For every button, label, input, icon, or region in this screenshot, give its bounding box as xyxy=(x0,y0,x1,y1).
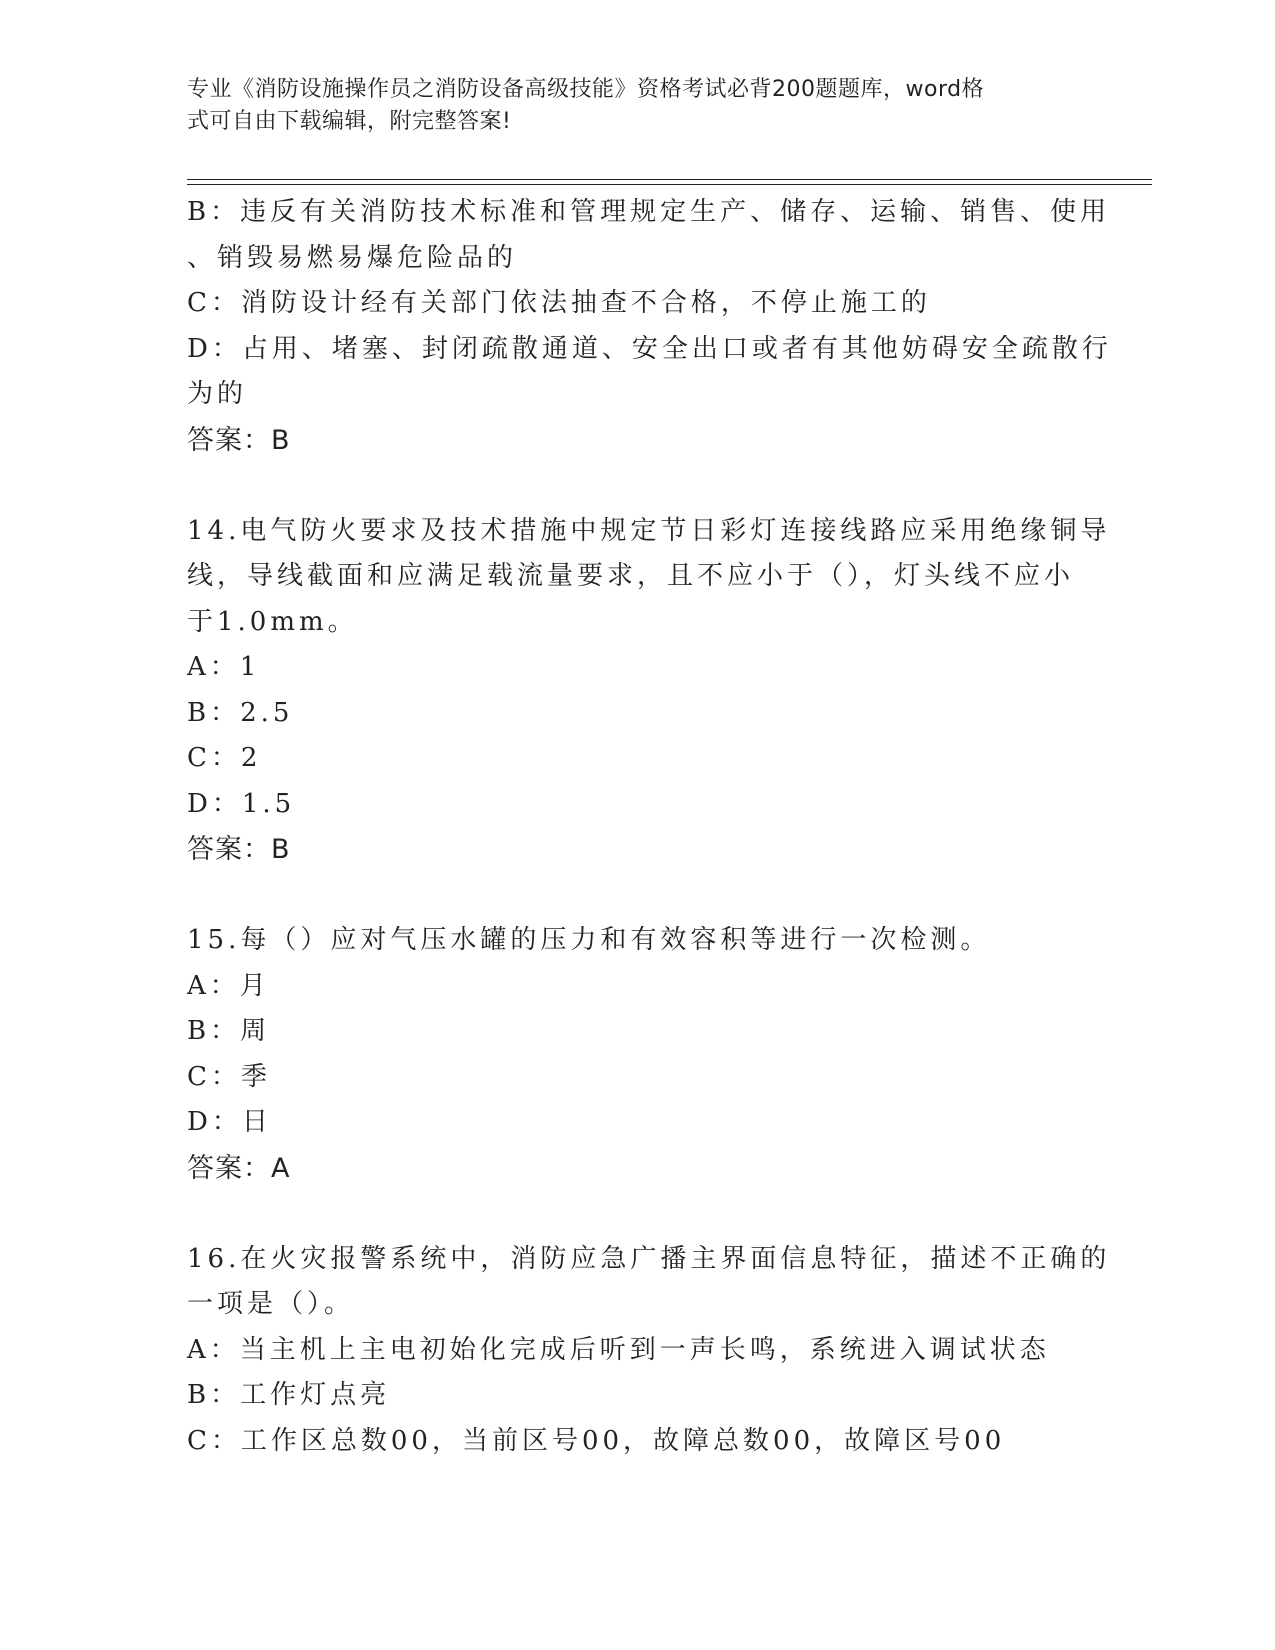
option-b: B：工作灯点亮 xyxy=(187,1380,391,1410)
question-content xyxy=(187,190,1112,1464)
option-c: C：工作区总数00，当前区号00，故障总数00，故障区号00 xyxy=(187,1425,1006,1456)
option-c: C：2 xyxy=(187,743,262,773)
header-line-1: 专业《消防设施操作员之消防设备高级技能》资格考试必背200题题库，word格 xyxy=(187,77,985,102)
answer: 答案：A xyxy=(187,1152,291,1184)
document-header xyxy=(187,74,1067,138)
question-stem: 15.每（）应对气压水罐的压力和有效容积等进行一次检测。 xyxy=(187,925,991,955)
option-c: C：消防设计经有关部门依法抽查不合格，不停止施工的 xyxy=(187,288,931,318)
question-stem-line-1: 14.电气防火要求及技术措施中规定节日彩灯连接线路应采用绝缘铜导 xyxy=(187,515,1111,546)
answer: 答案：B xyxy=(187,424,291,456)
question-spacer xyxy=(187,463,1087,509)
option-d-line-2: 为的 xyxy=(187,379,248,409)
option-d-line-1: D：占用、堵塞、封闭疏散通道、安全出口或者有其他妨碍安全疏散行 xyxy=(187,333,1112,364)
option-a: A：1 xyxy=(187,652,261,682)
option-c: C：季 xyxy=(187,1061,271,1092)
question-spacer xyxy=(187,1191,1087,1237)
question-stem-line-2: 一项是（）。 xyxy=(187,1289,355,1319)
option-d: D：1.5 xyxy=(187,788,296,819)
header-divider-bottom xyxy=(187,184,1152,185)
answer: 答案：B xyxy=(187,834,291,865)
question-13-tail xyxy=(187,190,1112,463)
option-d: D：日 xyxy=(187,1107,272,1137)
header-line-2: 式可自由下载编辑，附完整答案! xyxy=(187,109,512,134)
question-stem-line-3: 于1.0mm。 xyxy=(187,606,358,637)
question-16 xyxy=(187,1237,1111,1465)
question-stem-line-1: 16.在火灾报警系统中，消防应急广播主界面信息特征，描述不正确的 xyxy=(187,1243,1111,1274)
question-15 xyxy=(187,918,1087,1191)
question-spacer xyxy=(187,873,1087,919)
question-stem-line-2: 线，导线截面和应满足载流量要求，且不应小于（），灯头线不应小 xyxy=(187,561,1075,591)
question-14 xyxy=(187,509,1111,873)
option-b: B：2.5 xyxy=(187,697,294,728)
option-b-line-2: 、销毁易燃易爆危险品的 xyxy=(187,242,518,273)
option-b: B：周 xyxy=(187,1016,271,1046)
option-a: A：当主机上主电初始化完成后听到一声长鸣，系统进入调试状态 xyxy=(187,1334,1050,1365)
option-a: A：月 xyxy=(187,970,270,1001)
option-b-line-1: B：违反有关消防技术标准和管理规定生产、储存、运输、销售、使用 xyxy=(187,197,1111,227)
header-divider-top xyxy=(187,179,1152,180)
